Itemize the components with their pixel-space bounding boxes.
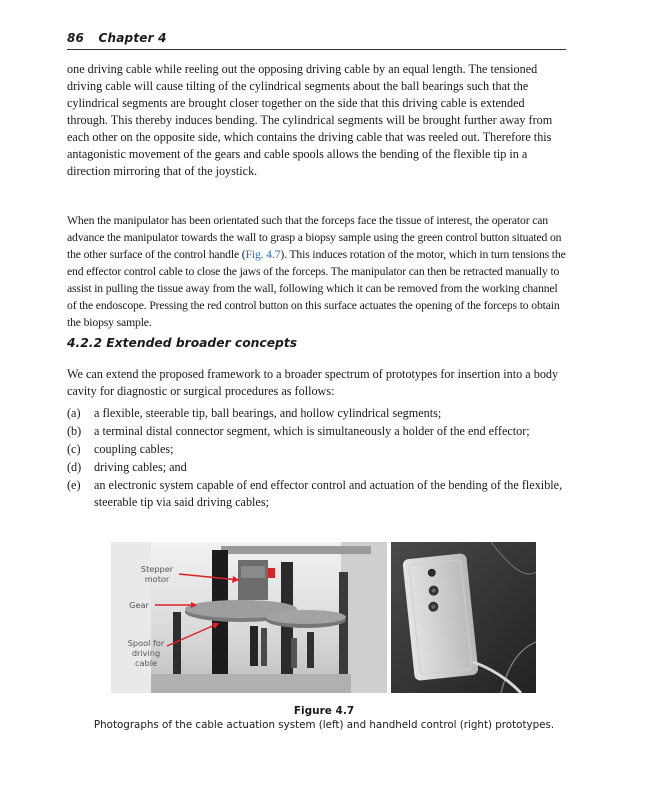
list-item — [67, 459, 566, 476]
stepper-motor-label: Stepper motor — [140, 564, 174, 584]
paragraph-2-text-a: When the manipulator has been orientated such that the forceps face the tissue of interest, the operator can advance the manipulator towards the wall to grasp a biopsy sample using the green control button situated on the other surface of the control handle ( — [67, 214, 562, 261]
figure-caption-text: Photographs of the cable actuation system (left) and handheld control (right) prototypes. — [93, 719, 555, 731]
spool-label: Spool for driving cable — [127, 638, 165, 668]
paragraph-1: one driving cable while reeling out the opposing driving cable by an equal length. The tensioned driving cable will cause tilting of the cylindrical segments about the ball bearings such that the cylindrical segments are brought closer together on the side that this driving cable is extended through. This thereby induces bending. The cylindrical segments will be brought further away from each other on the opposite side, which contains the driving cable that was reeled out. Therefore this antagonistic movement of the gears and cable spools allows the bending of the flexible tip in a direction mirroring that of the joystick. — [67, 62, 553, 178]
gear-label: Gear — [129, 600, 149, 610]
list-item — [67, 477, 566, 511]
list-marker: (d) — [67, 460, 82, 474]
list-item-text: an electronic system capable of end effector control and actuation of the bending of the flexible, steerable tip via said driving cables; — [94, 478, 563, 509]
header-rule — [67, 49, 566, 50]
list-item-text: a flexible, steerable tip, ball bearings, and hollow cylindrical segments; — [94, 406, 442, 420]
page-number: 86 — [67, 31, 85, 45]
list-item — [67, 423, 566, 440]
actuation-system-photo — [111, 542, 387, 693]
list-item — [67, 441, 566, 458]
list-item-text: a terminal distal connector segment, which is simultaneously a holder of the end effector; — [94, 424, 530, 438]
paragraph-2-text-b: ). This induces rotation of the motor, which in turn tensions the end effector control cable to close the jaws of the forceps. The manipulator can then be retracted manually to assist in pulling the tissue away from the wall, following which it can be removed from the working channel of the endoscope. Pressing the red control button on this surface actuates the opening of the forceps to obtain the biopsy sample. — [67, 248, 566, 329]
list-marker: (e) — [67, 478, 81, 492]
concept-list — [67, 405, 566, 512]
running-head — [67, 31, 565, 45]
paragraph-3: We can extend the proposed framework to a broader spectrum of prototypes for insertion into a body cavity for diagnostic or surgical procedures as follows: — [67, 367, 559, 398]
list-item — [67, 405, 566, 422]
handheld-control-photo — [391, 542, 536, 693]
figure-reference-link[interactable]: Fig. 4.7 — [245, 248, 281, 261]
list-marker: (b) — [67, 424, 82, 438]
list-marker: (c) — [67, 442, 81, 456]
paragraph-2 — [67, 212, 566, 331]
list-marker: (a) — [67, 406, 81, 420]
list-item-text: driving cables; and — [94, 460, 187, 474]
section-heading: 4.2.2 Extended broader concepts — [67, 336, 298, 350]
list-item-text: coupling cables; — [94, 442, 174, 456]
chapter-title: Chapter 4 — [98, 31, 167, 45]
figure-caption-title: Figure 4.7 — [293, 705, 355, 717]
handheld-control-illustration — [391, 542, 536, 693]
